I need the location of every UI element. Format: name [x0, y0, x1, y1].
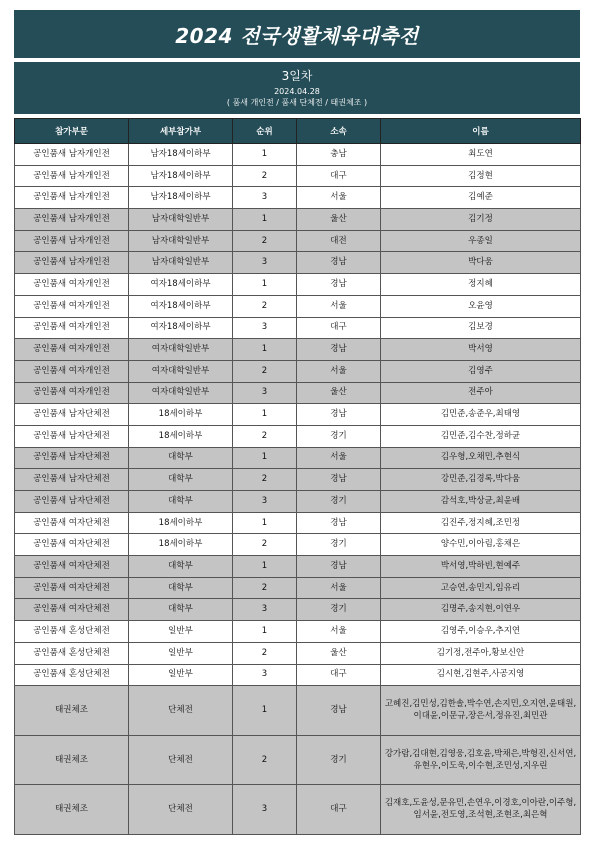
cell-names: 김기정: [381, 209, 581, 231]
cell-division: 18세이하부: [129, 425, 233, 447]
cell-rank: 2: [233, 469, 297, 491]
cell-rank: 1: [233, 512, 297, 534]
cell-rank: 2: [233, 577, 297, 599]
table-row: [15, 491, 581, 513]
cell-region: 서울: [297, 360, 381, 382]
cell-rank: 1: [233, 144, 297, 166]
cell-region: 대전: [297, 230, 381, 252]
cell-names: 강민준,김경록,박다움: [381, 469, 581, 491]
cell-division: 일반부: [129, 642, 233, 664]
cell-region: 경남: [297, 556, 381, 578]
cell-region: 경남: [297, 512, 381, 534]
cell-division: 대학부: [129, 599, 233, 621]
cell-rank: 2: [233, 230, 297, 252]
table-row: [15, 534, 581, 556]
cell-rank: 3: [233, 785, 297, 835]
cell-region: 서울: [297, 295, 381, 317]
cell-names: 김민준,김수찬,정하균: [381, 425, 581, 447]
cell-names: 김예준: [381, 187, 581, 209]
results-table: [14, 118, 581, 835]
cell-category: 공인품새 남자개인전: [15, 209, 129, 231]
cell-category: 태권체조: [15, 785, 129, 835]
cell-region: 경기: [297, 599, 381, 621]
cell-category: 공인품새 혼성단체전: [15, 621, 129, 643]
cell-rank: 2: [233, 642, 297, 664]
cell-names: 최도연: [381, 144, 581, 166]
cell-rank: 3: [233, 664, 297, 686]
subtitle-box: [14, 62, 580, 114]
cell-region: 경기: [297, 534, 381, 556]
cell-region: 경남: [297, 252, 381, 274]
cell-category: 공인품새 남자개인전: [15, 187, 129, 209]
cell-names: 오윤영: [381, 295, 581, 317]
table-row: [15, 339, 581, 361]
table-row: [15, 735, 581, 785]
cell-region: 경남: [297, 339, 381, 361]
cell-region: 경남: [297, 404, 381, 426]
cell-names: 고승연,송민지,임유리: [381, 577, 581, 599]
cell-rank: 2: [233, 425, 297, 447]
cell-division: 남자18세이하부: [129, 187, 233, 209]
cell-rank: 3: [233, 187, 297, 209]
cell-division: 단체전: [129, 686, 233, 736]
cell-division: 여자대학일반부: [129, 360, 233, 382]
cell-names: 김영주,이승우,추지연: [381, 621, 581, 643]
table-row: [15, 187, 581, 209]
cell-names: 김민준,송준우,최태영: [381, 404, 581, 426]
cell-category: 공인품새 남자개인전: [15, 165, 129, 187]
cell-category: 공인품새 남자단체전: [15, 469, 129, 491]
cell-division: 대학부: [129, 469, 233, 491]
cell-category: 공인품새 여자개인전: [15, 339, 129, 361]
cell-rank: 1: [233, 209, 297, 231]
cell-category: 공인품새 여자개인전: [15, 295, 129, 317]
cell-rank: 2: [233, 295, 297, 317]
cell-region: 경남: [297, 274, 381, 296]
cell-names: 양수민,이아림,홍채은: [381, 534, 581, 556]
cell-names: 우종일: [381, 230, 581, 252]
table-row: [15, 382, 581, 404]
table-row: [15, 404, 581, 426]
cell-rank: 3: [233, 252, 297, 274]
cell-rank: 3: [233, 382, 297, 404]
cell-category: 태권체조: [15, 735, 129, 785]
cell-names: 김진주,정지혜,조민정: [381, 512, 581, 534]
cell-rank: 1: [233, 404, 297, 426]
cell-category: 공인품새 남자개인전: [15, 230, 129, 252]
cell-category: 공인품새 여자개인전: [15, 360, 129, 382]
table-row: [15, 577, 581, 599]
cell-division: 18세이하부: [129, 534, 233, 556]
table-row: [15, 360, 581, 382]
cell-region: 울산: [297, 209, 381, 231]
cell-division: 여자18세이하부: [129, 295, 233, 317]
table-row: [15, 621, 581, 643]
cell-category: 태권체조: [15, 686, 129, 736]
cell-rank: 2: [233, 735, 297, 785]
table-row: [15, 209, 581, 231]
events-label: ( 품새 개인전 / 품새 단체전 / 태권체조 ): [226, 98, 368, 107]
cell-rank: 1: [233, 556, 297, 578]
cell-names: 박다움: [381, 252, 581, 274]
cell-names: 고혜진,김민성,김한솔,박수연,손지민,오지연,윤태원,이대윤,이문규,장은서,정유진,최민관: [381, 686, 581, 736]
table-row: [15, 230, 581, 252]
cell-rank: 2: [233, 165, 297, 187]
cell-names: 김보경: [381, 317, 581, 339]
cell-names: 김정현: [381, 165, 581, 187]
cell-category: 공인품새 여자단체전: [15, 599, 129, 621]
cell-rank: 1: [233, 339, 297, 361]
cell-region: 경남: [297, 686, 381, 736]
cell-category: 공인품새 남자단체전: [15, 404, 129, 426]
header-region: 소속: [297, 119, 381, 144]
cell-rank: 2: [233, 534, 297, 556]
cell-region: 경기: [297, 491, 381, 513]
cell-division: 단체전: [129, 735, 233, 785]
cell-names: 감석호,박상균,최윤배: [381, 491, 581, 513]
header-names: 이름: [381, 119, 581, 144]
date-label: 2024.04.28: [274, 87, 320, 96]
cell-names: 전주아: [381, 382, 581, 404]
cell-rank: 2: [233, 360, 297, 382]
cell-rank: 3: [233, 599, 297, 621]
cell-division: 18세이하부: [129, 404, 233, 426]
header-category: 참가부문: [15, 119, 129, 144]
cell-division: 대학부: [129, 556, 233, 578]
cell-division: 여자대학일반부: [129, 339, 233, 361]
table-row: [15, 165, 581, 187]
table-row: [15, 556, 581, 578]
cell-category: 공인품새 남자개인전: [15, 144, 129, 166]
table-row: [15, 252, 581, 274]
cell-rank: 1: [233, 447, 297, 469]
table-row: [15, 144, 581, 166]
cell-rank: 3: [233, 317, 297, 339]
cell-category: 공인품새 남자단체전: [15, 491, 129, 513]
cell-names: 김영주: [381, 360, 581, 382]
cell-category: 공인품새 여자단체전: [15, 556, 129, 578]
cell-region: 서울: [297, 621, 381, 643]
cell-category: 공인품새 여자단체전: [15, 577, 129, 599]
cell-rank: 3: [233, 491, 297, 513]
header-rank: 순위: [233, 119, 297, 144]
table-row: [15, 317, 581, 339]
day-label: 3일차: [281, 69, 313, 83]
cell-division: 대학부: [129, 447, 233, 469]
cell-division: 남자18세이하부: [129, 144, 233, 166]
table-row: [15, 512, 581, 534]
cell-region: 서울: [297, 187, 381, 209]
cell-division: 여자18세이하부: [129, 274, 233, 296]
cell-category: 공인품새 혼성단체전: [15, 664, 129, 686]
cell-division: 일반부: [129, 621, 233, 643]
cell-region: 경기: [297, 735, 381, 785]
cell-category: 공인품새 여자개인전: [15, 274, 129, 296]
cell-region: 대구: [297, 317, 381, 339]
cell-region: 서울: [297, 447, 381, 469]
cell-names: 김재호,도윤성,문유민,손연우,이경호,이아란,이주형,임서윤,전도영,조석현,조현조,최은혁: [381, 785, 581, 835]
table-row: [15, 785, 581, 835]
cell-rank: 1: [233, 621, 297, 643]
cell-category: 공인품새 남자개인전: [15, 252, 129, 274]
cell-category: 공인품새 여자개인전: [15, 317, 129, 339]
cell-rank: 1: [233, 686, 297, 736]
cell-division: 남자대학일반부: [129, 209, 233, 231]
cell-division: 여자18세이하부: [129, 317, 233, 339]
cell-region: 서울: [297, 577, 381, 599]
cell-division: 남자대학일반부: [129, 252, 233, 274]
cell-region: 경남: [297, 469, 381, 491]
cell-category: 공인품새 여자개인전: [15, 382, 129, 404]
table-row: [15, 686, 581, 736]
cell-category: 공인품새 남자단체전: [15, 425, 129, 447]
cell-region: 울산: [297, 382, 381, 404]
cell-names: 강가람,김대현,김영웅,김호윤,박채은,박형진,신서연,유현우,이도욱,이수현,조민성,지우린: [381, 735, 581, 785]
cell-region: 대구: [297, 664, 381, 686]
cell-rank: 1: [233, 274, 297, 296]
cell-division: 남자18세이하부: [129, 165, 233, 187]
cell-division: 일반부: [129, 664, 233, 686]
cell-names: 정지혜: [381, 274, 581, 296]
table-row: [15, 642, 581, 664]
cell-division: 대학부: [129, 577, 233, 599]
cell-region: 울산: [297, 642, 381, 664]
cell-names: 박서영: [381, 339, 581, 361]
cell-names: 김기정,전주아,황보신안: [381, 642, 581, 664]
cell-division: 단체전: [129, 785, 233, 835]
header-division: 세부참가부: [129, 119, 233, 144]
table-row: [15, 274, 581, 296]
cell-category: 공인품새 여자단체전: [15, 512, 129, 534]
cell-division: 18세이하부: [129, 512, 233, 534]
table-row: [15, 664, 581, 686]
cell-region: 대구: [297, 165, 381, 187]
cell-names: 박서영,박하빈,현예주: [381, 556, 581, 578]
cell-region: 충남: [297, 144, 381, 166]
table-row: [15, 469, 581, 491]
table-row: [15, 425, 581, 447]
cell-names: 김시현,김현주,사공지영: [381, 664, 581, 686]
cell-category: 공인품새 여자단체전: [15, 534, 129, 556]
table-row: [15, 599, 581, 621]
cell-names: 김명주,송지현,이연우: [381, 599, 581, 621]
cell-region: 대구: [297, 785, 381, 835]
table-row: [15, 447, 581, 469]
table-header-row: [15, 119, 581, 144]
cell-category: 공인품새 남자단체전: [15, 447, 129, 469]
table-row: [15, 295, 581, 317]
cell-names: 김우형,오채민,추현식: [381, 447, 581, 469]
cell-division: 대학부: [129, 491, 233, 513]
table-body: [15, 144, 581, 835]
cell-region: 경기: [297, 425, 381, 447]
cell-division: 여자대학일반부: [129, 382, 233, 404]
cell-division: 남자대학일반부: [129, 230, 233, 252]
page-title: 2024 전국생활체육대축전: [14, 10, 580, 58]
cell-category: 공인품새 혼성단체전: [15, 642, 129, 664]
